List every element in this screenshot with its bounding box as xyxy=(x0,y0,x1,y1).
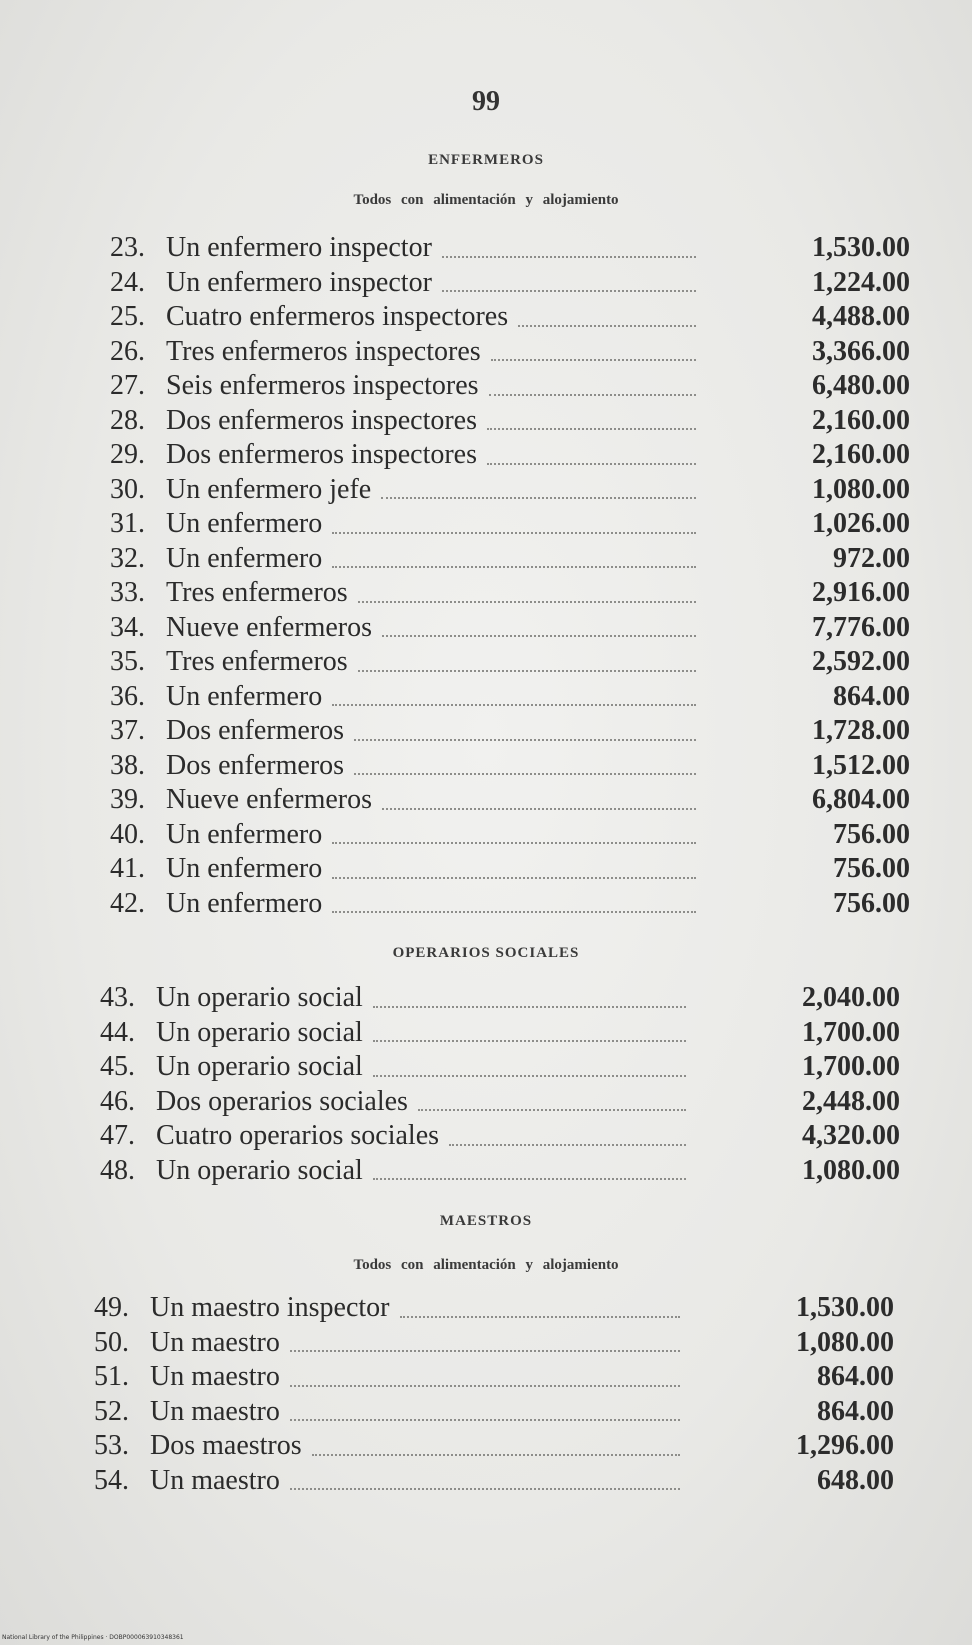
dot-leader xyxy=(449,1144,686,1146)
row-number: 41. xyxy=(110,853,145,884)
row-label: Tres enfermeros xyxy=(166,646,348,677)
row-number: 27. xyxy=(110,370,145,401)
dot-leader xyxy=(442,290,696,292)
list-row xyxy=(110,474,910,509)
row-label: Un operario social xyxy=(156,1016,363,1048)
row-number: 32. xyxy=(110,542,145,574)
row-label: Un enfermero xyxy=(166,853,323,884)
row-label: Un maestro xyxy=(150,1326,280,1358)
dot-leader xyxy=(332,877,696,879)
row-amount: 864.00 xyxy=(817,1361,894,1392)
list-row xyxy=(110,439,910,474)
list-row xyxy=(100,1086,900,1121)
row-amount: 1,700.00 xyxy=(802,1016,900,1048)
row-amount: 6,804.00 xyxy=(812,784,910,815)
row-amount: 1,224.00 xyxy=(812,266,910,298)
row-label: Un maestro xyxy=(150,1464,280,1496)
operarios-list xyxy=(100,982,900,1189)
row-number: 36. xyxy=(110,680,145,712)
row-number: 45. xyxy=(100,1051,135,1082)
row-label: Seis enfermeros inspectores xyxy=(166,370,479,401)
dot-leader xyxy=(442,256,696,258)
row-amount: 2,160.00 xyxy=(812,404,910,436)
row-amount: 2,160.00 xyxy=(812,439,910,470)
row-label: Un enfermero inspector xyxy=(166,232,432,263)
row-number: 28. xyxy=(110,404,145,436)
row-amount: 1,700.00 xyxy=(802,1051,900,1082)
row-amount: 1,080.00 xyxy=(796,1326,894,1358)
dot-leader xyxy=(332,911,696,913)
section-title-enfermeros: ENFERMEROS xyxy=(428,152,544,168)
row-number: 44. xyxy=(100,1016,135,1048)
row-amount: 6,480.00 xyxy=(812,370,910,401)
row-label: Un maestro inspector xyxy=(150,1292,390,1323)
section-subtitle-maestros: Todos con alimentación y alojamiento xyxy=(353,1257,619,1273)
row-number: 37. xyxy=(110,715,145,746)
dot-leader xyxy=(332,532,696,534)
list-row xyxy=(94,1430,894,1465)
row-number: 24. xyxy=(110,266,145,298)
list-row xyxy=(110,543,910,578)
dot-leader xyxy=(487,463,696,465)
dot-leader xyxy=(358,670,696,672)
row-number: 47. xyxy=(100,1120,135,1151)
dot-leader xyxy=(332,566,696,568)
row-amount: 7,776.00 xyxy=(812,611,910,643)
dot-leader xyxy=(489,394,696,396)
row-amount: 972.00 xyxy=(833,542,910,574)
dot-leader xyxy=(290,1419,680,1421)
maestros-list xyxy=(94,1292,894,1499)
row-number: 25. xyxy=(110,301,145,332)
row-number: 51. xyxy=(94,1361,129,1392)
row-number: 38. xyxy=(110,749,145,781)
list-row xyxy=(100,1017,900,1052)
dot-leader xyxy=(373,1040,686,1042)
row-number: 29. xyxy=(110,439,145,470)
row-number: 31. xyxy=(110,508,145,539)
dot-leader xyxy=(312,1454,680,1456)
dot-leader xyxy=(487,428,696,430)
row-number: 43. xyxy=(100,982,135,1013)
dot-leader xyxy=(332,842,696,844)
dot-leader xyxy=(290,1350,680,1352)
row-amount: 756.00 xyxy=(833,853,910,884)
list-row xyxy=(110,612,910,647)
list-row xyxy=(110,646,910,681)
list-row xyxy=(110,784,910,819)
row-number: 42. xyxy=(110,887,145,919)
list-row xyxy=(110,819,910,854)
row-label: Tres enfermeros inspectores xyxy=(166,335,481,367)
list-row xyxy=(94,1361,894,1396)
row-number: 54. xyxy=(94,1464,129,1496)
row-amount: 2,040.00 xyxy=(802,982,900,1013)
row-number: 34. xyxy=(110,611,145,643)
row-amount: 1,296.00 xyxy=(796,1430,894,1461)
row-amount: 864.00 xyxy=(817,1395,894,1427)
row-amount: 2,916.00 xyxy=(812,577,910,608)
row-number: 53. xyxy=(94,1430,129,1461)
row-amount: 2,592.00 xyxy=(812,646,910,677)
row-number: 40. xyxy=(110,818,145,850)
section-title-maestros: MAESTROS xyxy=(439,1213,533,1229)
row-label: Un enfermero jefe xyxy=(166,473,372,505)
row-amount: 1,530.00 xyxy=(796,1292,894,1323)
row-label: Un enfermero inspector xyxy=(166,266,432,298)
section-title-operarios: OPERARIOS SOCIALES xyxy=(392,945,580,961)
row-label: Un enfermero xyxy=(166,818,323,850)
dot-leader xyxy=(373,1178,686,1180)
row-label: Un enfermero xyxy=(166,542,323,574)
row-amount: 1,026.00 xyxy=(812,508,910,539)
row-amount: 864.00 xyxy=(833,680,910,712)
dot-leader xyxy=(382,635,696,637)
dot-leader xyxy=(290,1385,680,1387)
row-label: Un operario social xyxy=(156,982,363,1013)
row-amount: 1,530.00 xyxy=(812,232,910,263)
row-number: 50. xyxy=(94,1326,129,1358)
list-row xyxy=(94,1327,894,1362)
row-amount: 756.00 xyxy=(833,818,910,850)
footer-watermark: National Library of the Philippines · DOBP000063910348361 xyxy=(2,1634,184,1641)
list-row xyxy=(94,1292,894,1327)
list-row xyxy=(110,681,910,716)
row-label: Un enfermero xyxy=(166,508,323,539)
row-amount: 756.00 xyxy=(833,887,910,919)
list-row xyxy=(100,982,900,1017)
row-label: Un operario social xyxy=(156,1154,363,1186)
row-amount: 1,080.00 xyxy=(802,1154,900,1186)
row-label: Un maestro xyxy=(150,1395,280,1427)
row-label: Un operario social xyxy=(156,1051,363,1082)
row-number: 35. xyxy=(110,646,145,677)
enfermeros-list xyxy=(110,232,910,922)
row-label: Tres enfermeros xyxy=(166,577,348,608)
row-label: Dos enfermeros inspectores xyxy=(166,439,478,470)
row-label: Dos operarios sociales xyxy=(156,1085,408,1117)
row-amount: 3,366.00 xyxy=(812,335,910,367)
list-row xyxy=(110,853,910,888)
row-number: 46. xyxy=(100,1085,135,1117)
row-number: 39. xyxy=(110,784,145,815)
row-label: Nueve enfermeros xyxy=(166,611,373,643)
list-row xyxy=(110,405,910,440)
dot-leader xyxy=(373,1075,686,1077)
row-amount: 4,488.00 xyxy=(812,301,910,332)
dot-leader xyxy=(373,1006,686,1008)
row-amount: 1,080.00 xyxy=(812,473,910,505)
row-number: 48. xyxy=(100,1154,135,1186)
dot-leader xyxy=(491,359,696,361)
row-number: 49. xyxy=(94,1292,129,1323)
section-subtitle-enfermeros: Todos con alimentación y alojamiento xyxy=(353,192,619,208)
page-number: 99 xyxy=(472,86,500,117)
row-label: Un maestro xyxy=(150,1361,280,1392)
row-label: Dos enfermeros xyxy=(166,715,345,746)
dot-leader xyxy=(332,704,696,706)
row-amount: 1,512.00 xyxy=(812,749,910,781)
list-row xyxy=(100,1120,900,1155)
dot-leader xyxy=(354,773,696,775)
row-number: 52. xyxy=(94,1395,129,1427)
list-row xyxy=(110,370,910,405)
dot-leader xyxy=(400,1316,681,1318)
list-row xyxy=(110,888,910,923)
dot-leader xyxy=(358,601,696,603)
row-amount: 648.00 xyxy=(817,1464,894,1496)
row-label: Dos enfermeros inspectores xyxy=(166,404,478,436)
list-row xyxy=(94,1465,894,1500)
row-number: 33. xyxy=(110,577,145,608)
list-row xyxy=(110,232,910,267)
list-row xyxy=(110,715,910,750)
row-label: Nueve enfermeros xyxy=(166,784,373,815)
row-amount: 4,320.00 xyxy=(802,1120,900,1151)
row-label: Cuatro operarios sociales xyxy=(156,1120,440,1151)
row-label: Un enfermero xyxy=(166,887,323,919)
list-row xyxy=(110,508,910,543)
list-row xyxy=(110,750,910,785)
list-row xyxy=(110,301,910,336)
row-number: 26. xyxy=(110,335,145,367)
row-number: 23. xyxy=(110,232,145,263)
dot-leader xyxy=(382,808,696,810)
dot-leader xyxy=(518,325,696,327)
row-number: 30. xyxy=(110,473,145,505)
row-label: Cuatro enfermeros inspectores xyxy=(166,301,509,332)
list-row xyxy=(110,336,910,371)
list-row xyxy=(110,577,910,612)
dot-leader xyxy=(290,1488,680,1490)
row-amount: 1,728.00 xyxy=(812,715,910,746)
list-row xyxy=(110,267,910,302)
row-label: Dos maestros xyxy=(150,1430,302,1461)
row-amount: 2,448.00 xyxy=(802,1085,900,1117)
list-row xyxy=(100,1051,900,1086)
list-row xyxy=(94,1396,894,1431)
dot-leader xyxy=(354,739,696,741)
row-label: Un enfermero xyxy=(166,680,323,712)
dot-leader xyxy=(418,1109,686,1111)
list-row xyxy=(100,1155,900,1190)
row-label: Dos enfermeros xyxy=(166,749,345,781)
dot-leader xyxy=(381,497,696,499)
